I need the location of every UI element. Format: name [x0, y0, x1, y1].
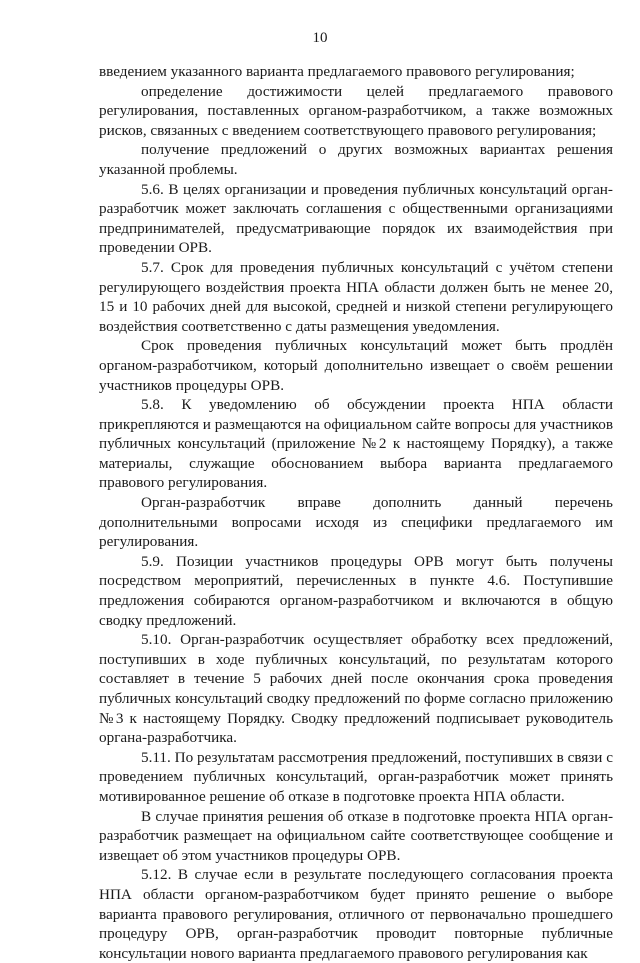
paragraph-5-12: 5.12. В случае если в результате последующего согласования проекта НПА области органом-разработчиком будет принято решение о выборе варианта правового регулирования, отличного от первоначально прошедшего процедуру ОРВ, орган-разработчик проводит повторные публичные консультации нового варианта предлагаемого правового регулирования как	[99, 866, 613, 962]
paragraph: В случае принятия решения об отказе в подготовке проекта НПА орган-разработчик размещает на официальном сайте соответствующее сообщение и извещает об этом участников процедуры ОРВ.	[99, 807, 613, 864]
paragraph-5-7: 5.7. Срок для проведения публичных консультаций с учётом степени регулирующего воздействия проекта НПА области должен быть не менее 20, 15 и 10 рабочих дней для высокой, средней и низкой степени регулирующего воздействия соответственно с даты размещения уведомления.	[99, 258, 613, 335]
paragraph-5-9: 5.9. Позиции участников процедуры ОРВ могут быть получены посредством мероприятий, перечисленных в пункте 4.6. Поступившие предложения собираются органом-разработчиком и включаются в общую сводку предложений.	[99, 552, 613, 629]
paragraph-5-10: 5.10. Орган-разработчик осуществляет обработку всех предложений, поступивших в ходе публичных консультаций, по результатам которого составляет в течение 5 рабочих дней после окончания срока проведения публичных консультаций сводку предложений по форме согласно приложению №3 к настоящему Порядку. Сводку предложений подписывает руководитель органа-разработчика.	[99, 631, 613, 747]
paragraph-5-11: 5.11. По результатам рассмотрения предложений, поступивших в связи с проведением публичных консультаций, орган-разработчик может принять мотивированное решение об отказе в подготовке проекта НПА области.	[99, 748, 613, 805]
paragraph: определение достижимости целей предлагаемого правового регулирования, поставленных органом-разработчиком, а также возможных рисков, связанных с введением соответствующего правового регулирования;	[99, 82, 613, 139]
document-body	[99, 62, 613, 963]
paragraph: получение предложений о других возможных вариантах решения указанной проблемы.	[99, 141, 613, 178]
paragraph-5-8: 5.8. К уведомлению об обсуждении проекта НПА области прикрепляются и размещаются на официальном сайте вопросы для участников публичных консультаций (приложение №2 к настоящему Порядку), а также материалы, служащие обоснованием выбора варианта предлагаемого правового регулирования.	[99, 396, 613, 492]
page-number: 10	[312, 30, 328, 46]
paragraph-5-6: 5.6. В целях организации и проведения публичных консультаций орган-разработчик может заключать соглашения с общественными организациями предпринимателей, предусматривающие порядок их взаимодействия при проведении ОРВ.	[99, 180, 613, 257]
paragraph-continuation: введением указанного варианта предлагаемого правового регулирования;	[99, 63, 575, 80]
paragraph: Орган-разработчик вправе дополнить данный перечень дополнительными вопросами исходя из специфики предлагаемого им регулирования.	[99, 494, 613, 551]
paragraph: Срок проведения публичных консультаций может быть продлён органом-разработчиком, который дополнительно извещает о своём решении участников процедуры ОРВ.	[99, 337, 613, 394]
